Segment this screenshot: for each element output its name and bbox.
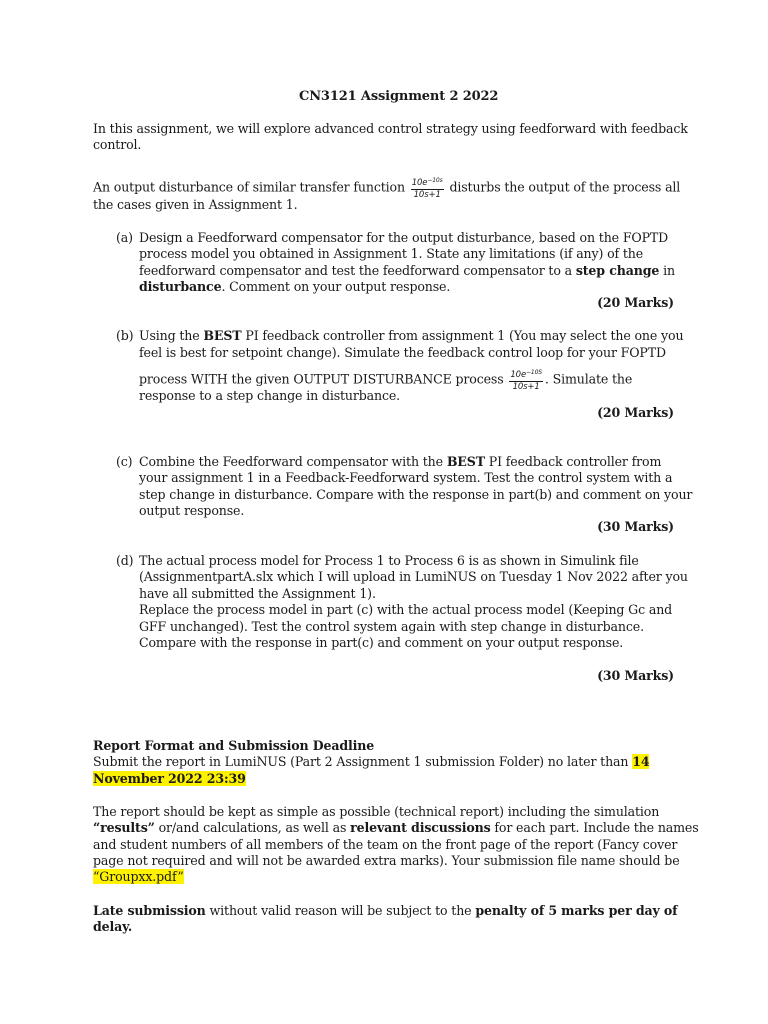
penalty-emphasis: penalty of 5 marks per day of: [475, 903, 678, 918]
late-submission-line-2: delay.: [93, 919, 133, 934]
relevant-discussions-emphasis: relevant discussions: [350, 820, 491, 835]
part-a-line-1: Design a Feedforward compensator for the output disturbance, based on the FOPTD: [139, 230, 669, 245]
best-emphasis-c: BEST: [446, 454, 485, 469]
part-b-line-1: Using the BEST PI feedback controller from assignment 1 (You may select the one you: [139, 328, 684, 343]
part-a-line-2: process model you obtained in Assignment 1. State any limitations (if any) of the: [139, 246, 644, 261]
part-d-line-1: The actual process model for Process 1 to Process 6 is as shown in Simulink file: [139, 553, 639, 568]
tf-denominator: 10s+1: [413, 190, 441, 200]
best-emphasis: BEST: [203, 328, 242, 343]
part-d-line-2: (AssignmentpartA.slx which I will upload in LumiNUS on Tuesday 1 Nov 2022 after you: [139, 569, 688, 584]
report-para-line-5: [93, 869, 184, 885]
late-submission-emphasis: Late submission: [93, 903, 206, 918]
part-c-line-1: Combine the Feedforward compensator with the BEST PI feedback controller from: [139, 454, 662, 469]
part-d-line-6: Compare with the response in part(c) and comment on your output response.: [139, 635, 624, 650]
part-c-line-3: step change in disturbance. Compare with the response in part(b) and comment on your: [139, 487, 693, 502]
part-b-marks: (20 Marks): [597, 405, 674, 420]
report-para-line-3: and student numbers of all members of the team on the front page of the report (Fancy cover: [93, 837, 678, 852]
report-para-line-1: The report should be kept as simple as possible (technical report) including the simulation: [93, 804, 660, 819]
late-submission-line-1: Late submission without valid reason will be subject to the penalty of 5 marks per day of: [93, 903, 678, 918]
intro-line-1: In this assignment, we will explore advanced control strategy using feedforward with feedback: [93, 121, 688, 136]
part-d-label: (d): [116, 553, 134, 568]
part-b-label: (b): [116, 328, 134, 343]
disturbance-line-2: the cases given in Assignment 1.: [93, 197, 298, 212]
part-c-line-4: output response.: [139, 503, 245, 518]
part-b-line-3: process WITH the given OUTPUT DISTURBANCE process $\frac{10e^{-10S}}{10s+1}$ . Simulate the: [139, 369, 633, 392]
report-para-line-4: page not required and will not be awarded extra marks). Your submission file name should be: [93, 853, 680, 868]
intro-line-2: control.: [93, 137, 142, 152]
part-b-line-4: response to a step change in disturbance.: [139, 388, 401, 403]
tf-numerator: 10e: [411, 178, 428, 188]
report-heading: Report Format and Submission Deadline: [93, 738, 375, 753]
tf-exponent: −10s: [427, 177, 443, 184]
part-b-line-2: feel is best for setpoint change). Simulate the feedback control loop for your FOPTD: [139, 345, 666, 360]
part-c-label: (c): [116, 454, 133, 469]
part-d-line-5: GFF unchanged). Test the control system again with step change in disturbance.: [139, 619, 644, 634]
disturbance-transfer-function: [411, 176, 444, 200]
part-a-label: (a): [116, 230, 133, 245]
part-a-line-3: feedforward compensator and test the feedforward compensator to a step change in: [139, 263, 675, 278]
part-d-marks: (30 Marks): [597, 668, 674, 683]
part-d-line-4: Replace the process model in part (c) with the actual process model (Keeping Gc and: [139, 602, 673, 617]
part-c-marks: (30 Marks): [597, 519, 674, 534]
report-deadline-line-2: [93, 771, 246, 787]
part-a-line-4: disturbance. Comment on your output response.: [139, 279, 451, 294]
deadline-highlight-day: 14: [632, 754, 650, 769]
step-change-emphasis: step change: [575, 263, 660, 278]
filename-highlight: “Groupxx.pdf”: [93, 869, 184, 884]
page-title: CN3121 Assignment 2 2022: [299, 89, 499, 104]
part-a-marks: (20 Marks): [597, 295, 674, 310]
part-c-line-2: your assignment 1 in a Feedback-Feedforward system. Test the control system with a: [139, 470, 673, 485]
report-para-line-2: “results” or/and calculations, as well as relevant discussions for each part. Include the names: [93, 820, 699, 835]
disturbance-text-after: disturbs the output of the process all: [449, 179, 681, 195]
results-emphasis: “results”: [93, 820, 155, 835]
part-b-transfer-function: $\frac{10e^{-10S}}{10s+1}$: [510, 369, 542, 392]
part-d-line-3: have all submitted the Assignment 1).: [139, 586, 376, 601]
disturbance-text-before: An output disturbance of similar transfer function: [93, 179, 405, 195]
report-deadline-line-1: Submit the report in LumiNUS (Part 2 Assignment 1 submission Folder) no later than 14: [93, 754, 650, 769]
deadline-highlight-date: November 2022 23:39: [93, 771, 246, 786]
disturbance-emphasis: disturbance: [139, 279, 222, 294]
